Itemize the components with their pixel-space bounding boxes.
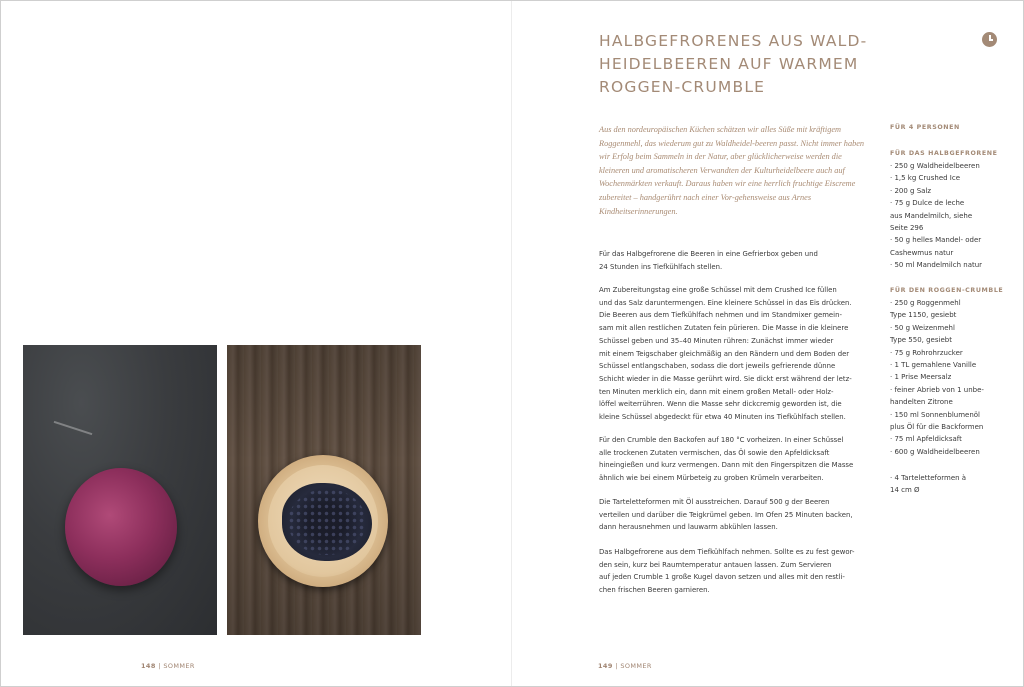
- method-step-2: Am Zubereitungstag eine große Schüssel mit dem Crushed Ice füllen und das Salz daruntermengen. Eine kleinere Schüssel in das Eis drücken. Die Beeren aus dem Tiefkühlfach nehmen und im Standmixer gemein- sam mit allen restlichen Zutaten fein pürieren. Die Masse in die kleinere Schüssel geben und 35–40 Minuten rühren: Zunächst immer wieder mit einem Teigschaber gleichmäßig an den Rändern und dem Boden der Schüssel entlangschaben, sodass die dort jeweils gefrierende dünne Schicht wieder in die Masse gerührt wird. Sie dickt erst während der letz- ten Minuten merklich ein, dann mit einem großen Metall- oder Holz- löffel weiterrühren. Wenn die Masse sehr dickcremig geworden ist, die kleine Schüssel abgedeckt für etwa 40 Minuten ins Tiefkühlfach stellen.: [599, 286, 852, 422]
- method-step-3: Für den Crumble den Backofen auf 180 °C vorheizen. In einer Schüssel alle trockenen Zutaten vermischen, das Öl sowie den Apfeldicksaft hineingießen und kurz vermengen. Dann mit den Fingerspitzen die Masse ähnlich wie bei einem Mürbeteig zu groben Krümeln verarbeiten.: [599, 436, 854, 483]
- ingredient-item: · 600 g Waldheidelbeeren: [890, 447, 980, 456]
- ingredient-item: · 75 g Dulce de leche aus Mandelmilch, siehe Seite 296: [890, 199, 973, 233]
- crumble-ingredients-heading: FÜR DEN ROGGEN-CRUMBLE: [890, 287, 1004, 294]
- blueberry-bowl-photo: [227, 345, 421, 635]
- section-name-right: SOMMER: [620, 662, 652, 670]
- crumble-ingredients-list: [890, 297, 1015, 458]
- ingredient-item: · 75 g Rohrohrzucker: [890, 348, 963, 357]
- servings-heading: FÜR 4 PERSONEN: [890, 124, 960, 131]
- recipe-intro: Aus den nordeuropäischen Küchen schätzen wir alles Süße mit kräftigem Roggenmehl, das wiederum gut zu Waldheidel-beeren passt. Nicht immer haben wir Erfolg beim Sammeln in der Natur, aber glücklicherweise werden die kleineren und aromatischeren Verwandten der Kulturheidelbeere auch auf Wochenmärkten verkauft. Daraus haben wir eine herrlich fruchtige Eiscreme zubereitet – handgerührt nach einer Vor-gehensweise aus Arnes Kindheitserinnerungen.: [599, 125, 865, 216]
- method-step-5: Das Halbgefrorene aus dem Tiefkühlfach nehmen. Sollte es zu fest gewor- den sein, kurz bei Raumtemperatur antauen lassen. Zum Servieren auf jeden Crumble 1 große Kugel davon setzen und alles mit den restli- chen frischen Beeren garnieren.: [599, 548, 855, 595]
- ingredient-item: · 50 g helles Mandel- oder Cashewmus natur: [890, 236, 982, 257]
- ingredient-item: · 250 g Waldheidelbeeren: [890, 162, 980, 170]
- wooden-bowl: [258, 455, 388, 587]
- slate-streak: [54, 421, 93, 435]
- method-step-4: Die Tarteletteformen mit Öl ausstreichen. Darauf 500 g der Beeren verteilen und darüber die Teigkrümel geben. Im Ofen 25 Minuten backen, dann herausnehmen und lauwarm abkühlen lassen.: [599, 498, 853, 532]
- ingredient-item: · 75 ml Apfeldicksaft: [890, 435, 962, 444]
- ingredient-item: · 1 TL gemahlene Vanille: [890, 361, 977, 370]
- clock-icon: [982, 32, 997, 47]
- ice-ingredients-heading: FÜR DAS HALBGEFRORENE: [890, 150, 998, 157]
- ingredient-item: · 50 g Weizenmehl Type 550, gesiebt: [890, 323, 955, 345]
- ingredient-item: · 50 ml Mandelmilch natur: [890, 261, 983, 270]
- ice-ingredients-list: [890, 160, 1015, 272]
- equipment-item: · 4 Tarteletteformen à 14 cm Ø: [890, 474, 967, 495]
- page-folio-left: 148 | SOMMER: [141, 662, 195, 670]
- ingredient-item: · 1 Prise Meersalz: [890, 373, 952, 382]
- ingredient-item: · 200 g Salz: [890, 186, 932, 195]
- blueberries: [282, 483, 372, 561]
- page-number-right: 149: [598, 662, 613, 670]
- method-step-1: Für das Halbgefrorene die Beeren in eine Gefrierbox geben und 24 Stunden ins Tiefkühlfach stellen.: [599, 250, 818, 271]
- ingredient-item: · feiner Abrieb von 1 unbe- handelten Zitrone: [890, 385, 984, 407]
- page-number-left: 148: [141, 662, 156, 670]
- sorbet-scoop-photo: [23, 345, 217, 635]
- sorbet-scoop: [65, 468, 177, 586]
- ingredient-item: · 250 g Roggenmehl Type 1150, gesiebt: [890, 299, 961, 320]
- ingredient-item: · 1,5 kg Crushed Ice: [890, 174, 961, 183]
- bowl-inner: [268, 465, 378, 577]
- ingredient-item: · 150 ml Sonnenblumenöl plus Öl für die Backformen: [890, 410, 984, 432]
- recipe-title: HALBGEFRORENES AUS WALD- HEIDELBEEREN AUF WARMEM ROGGEN-CRUMBLE: [599, 32, 868, 96]
- page-folio-right: 149 | SOMMER: [598, 662, 652, 670]
- equipment-list: [890, 472, 1015, 497]
- section-name-left: SOMMER: [163, 662, 195, 670]
